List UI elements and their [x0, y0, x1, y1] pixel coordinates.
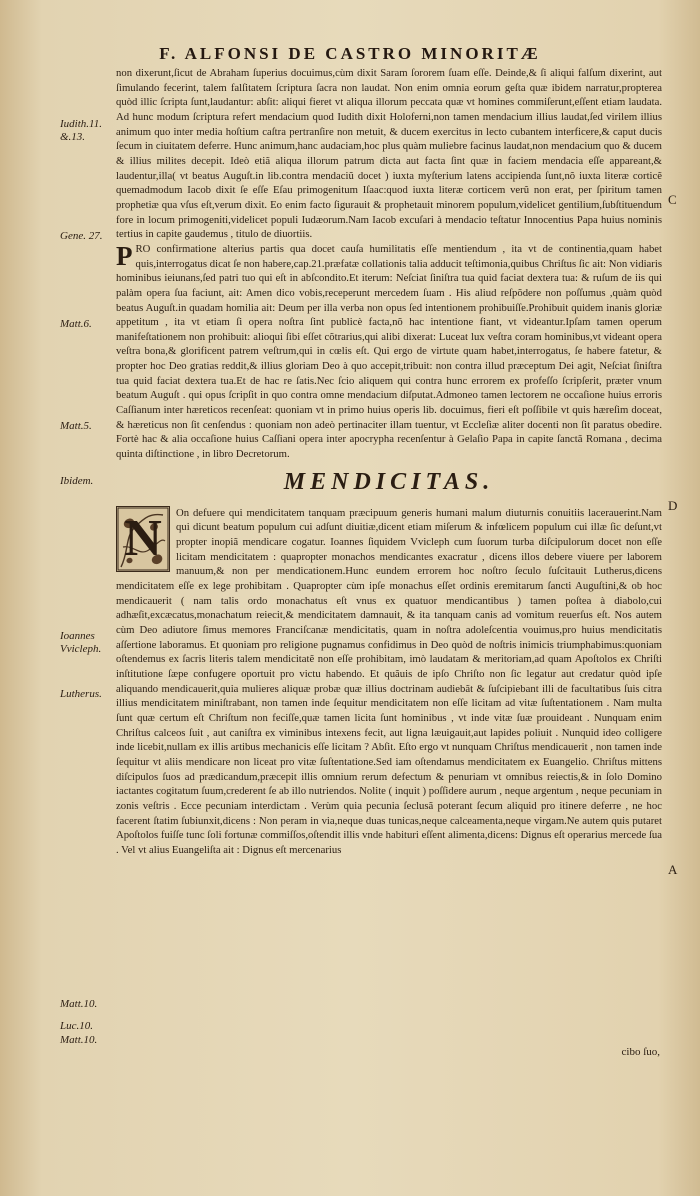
- margin-note-ibidem: Ibidem.: [60, 475, 94, 487]
- margin-note-vvicleph: Ioannes Vvicleph.: [60, 630, 102, 655]
- side-letter-a: A: [668, 862, 678, 877]
- margin-note-lutherus: Lutherus.: [60, 688, 102, 700]
- side-letter-c: C: [668, 192, 677, 207]
- paragraph-mendicitas-text: On defuere qui mendicitatem tanquam præcipuum generis humani malum diuturnis conuitiis lacerauerint.Nam qui dicunt beatum populum cui adſunt diuitiæ,dicent etiam miſerum & infœlicem populum cui illæ ſic deſunt,vt propter inopiã mendicare cogatur. Ioannes ſiquidem Vvicleph cum ſuorum turba diſcipulorum docet non eſſe licitam mendicitatem : quapropter monachos mendicantes exacratur , dicens illos debere viuere per laborem manuum,& non per mendicationem.Hunc eundem errorem hoc noſtro ſeculo ſuſcitauit Lutherus,dicens mendicitatem eſſe ex lege prohibitam . Quapropter cùm ipſe monachus eſſet ordinis eremitarum ſancti Auguſtini,& ob hoc mendicauerit ( nam talis ordo monachatus eſt vnus ex quatuor mendicantibus ) tamen poſtea à diabolo,cui adhæſit,excæcatus,monachatum reiecit,& mendicitatem damnauit, & ita tanquam canis ad vomitum reuerſus eſt. Nos autem cùm Deo adiutore ſimus memores Franciſcanæ mendicitatis, quam in noſtra adoleſcentia vouimus,pro huius mendicitatis aſſertione laboramus. Et quoniam pro religione pugnamus confidimus in Deo quòd de noſtris inimicis triumphabimus:quoniam oſtendemus ex ſacris literis talem mendicitatẽ non eſſe prohibitam, imò laudatam & meritoriam,ad quam Apoſtolos ex Chriſti inſtitutione ſæpe confugere oportuit pro victu habendo. Et quãuis de ipſo Chriſto non ſic legatur aut credatur quòd ipſe aliquando mendicauerit,quia mulieres aliquæ probæ quæ illius doctrinam audiebãt & ſuſcipiebant illi de facultatibus ſuis citra illius mendicitatem miniſtrabant, non tamen inde ſequitur mendicitatem non eſſe licitam ad vitæ ſuſtentationem . Nam multa ſunt quæ certum eſt Chriſtum non feciſſe,quæ tamen licita ſunt hominibus , vt inde vitæ ſuæ prouideant . Nunquam enim Chriſtus calceos ſuit , aut caniſtra ex viminibus intexens fecit, aut ligna læuigauit,aut lapides poliuit . Nunquid ideo colligere inde licebit,nullam ex illis artibus mechanicis eſſe licitam ? Abſit. Eſto ergo vt nunquam Chriſtus mendicauerit , non tamen inde ſequitur vt aliis mendicare non liceat pro vitæ ſuſtentatione.Sed iam oſtendamus mendicitatem ex Euangelio. Chriſtus mittens diſcipulos ſuos ad prædicandum,præcepit illis omnium rerum defectum & penuriam vt omnibus reiectis,& in ſolo Domino iactantes cogitatum ſuum,crederent ſe ab illo nutriendos. Nolite ( inquit ) poſſidere aurum , neque argentum , neque pecuniam in zonis veſtris . Ecce pecuniam interdictam . Verùm quia pecunia ſeclusã poterant ſecum aliquid pro itinere deferre , ne hoc facerent ſtatim ſubiunxit,dicens : Non peram in via,neque duas tunicas,neque calceamenta,neque virgam.Ne autem quis putaret Apoſtolos fuiſſe tunc ſoli fortunæ commiſſos,oſtendit illis vnde habituri eſſent alimenta,dicens: Dignus eſt operarius mercede ſua . Vel vt alius Euangeliſta ait : Dignus eſt mercenarius: [116, 506, 662, 856]
- side-letter-d: D: [668, 498, 678, 513]
- paragraph-iudith: non dixerunt,ſicut de Abraham ſuperius docuimus,cùm dixit Saram ſororem ſuam eſſe. Deinde,& ſi aliqui falſum dixerint, aut ſimulando fecerint, talem falſitatem ſcriptura ſacra non laudat. Non enim omnia eorum geſta quæ ibidem narratur,propterea quòd illic ſcripta ſunt,laudantur: abſit: aliqui fieret vt aliqua illorum peccata quæ vt homines commiſerunt,eſſent etiam laudata. Ad hunc modum ſcriptura refert mendacium quod Iudith dixit Holoferni,non tamen mendacium illius laudat,ſed virilem illius animum quo inter media hoſtium caſtra pertranſire non metuit, & ducem exercitus in lecto cubantem interficere,& caput ducis ſecum in ciuitatem deferre. Hunc animum,hanc audaciam,hoc plus quàm muliebre facinus laudat,non mendacium quo & ducem & illius milites decepit. Ideò etiã aliqua illorum patrum dicta aut facta ſint quæ in faciem mendacia eſſe appareant,& laudentur,illa( vt beatus Auguſt.in lib.contra mendaciũ docet ) iuxta myſterium latens accipienda ſunt,nõ iuxta literæ corticẽ quemadmodum Iacob dixit ſe eſſe Eſau primogenitum Iſaac:quod iuxta literæ corticem verũ non erat, per ſpiritum tamen prophetiæ qua vſus eſt,verum dixit. Eo enim facto ſigurauit & prophetauit minorem populum,videlicet gentilium,ſubſtituendum fore in locum primogeniti,videlicet populi Iudæorum.Nam Iacob excuſari à mendacio teſtatur Innocentius Papa huius nominis tertius in capite gaudemus , titulo de diuortiis.: [116, 67, 662, 241]
- running-header: F. ALFONSI DE CASTRO MINORITÆ: [159, 44, 541, 63]
- margin-note-iudith: Iudith.11. &.13.: [60, 118, 102, 143]
- ornamental-initial-n: [116, 506, 170, 572]
- small-initial-p: P: [116, 240, 133, 271]
- margin-note-matt5: Matt.5.: [60, 420, 92, 432]
- margin-note-matt10b: Matt.10.: [60, 1034, 98, 1046]
- initial-letter: N: [124, 509, 162, 567]
- margin-note-genesis: Gene. 27.: [60, 230, 103, 242]
- section-title: MENDICITAS.: [283, 468, 495, 495]
- paragraph-confirmatione: [116, 242, 662, 462]
- catchword: cibo ſuo,: [621, 1046, 660, 1058]
- margin-note-luc10: Luc.10.: [60, 1020, 93, 1032]
- paragraph-confirmatione-text: RO confirmatione alterius partis qua docet cauſa humilitatis eſſe mentiendum , ita vt de continentia,quam habet quis,interrogatus dicat ſe non habere,cap.21.præfatæ collationis talia adducit teſtimonia,quibus Chriſtus ſic ait: Non vidiaris hominibus ieiunans,ſed patri tuo qui eſt in abſcondito.Et iterum: Neſciat ſiniſtra tua quid faciat dextera tua: & ruſum de iis qui palàm opera ſua faciunt, ait: Amen dico vobis,receperunt mercedem ſuam . His aliud reſpõdere non poſſumus ,quàm quòd beatus Auguſt.in quadam homilia ait: Deum per illa verba non opus ſed intentionem prohibuiſſe.Prohibuit quidem inanis gloriæ appetitum , ita vt etiam ſi opera noſtra ſint publicè facta,nõ hac intentione fiant, vt videantur.Ipſam tamen operum manifeſtationem non prohibuit: alioqui ſibi eſſet cõtrarius,qui alibi dixerat: Luceat lux veſtra coram hominibus,vt videant opera veſtra bona,& glorificent patrem veſtrum,qui in cœlis eſt. Qui ergo de virtute quam habet,interrogatus, ſe habere fatetur, & propter hoc Deo gratias reddit,& illius gloriam Deo à quo accepit,tribuit: non contra illud præceptum Dei agit, Neſciat ſiniſtra tua quid faciat dextera tua.Et de hac re ſatis.Nec ſcio aliquem qui contra hunc errorem ex profeſſo ſcripſerit, præter vnum beatum Auguſt . qui opus ſcripſit in quo contra omne mendacium diſputat.Admoneo tamen lectorem ne occaſione huius erroris Caſſianum inter hæreticos recenſeat: quoniam vt in primo huius operis lib. docuimus, fieri eſt poſſibile vt quis hæreſim doceat, & hæreticus non ſit cenſendus : quoniam non adeò pertinaciter illam tuentur, vt Eccleſiæ aliter docenti non ſit paratus obedire. Fortè hac & alia occaſione huius Caſſiani opera inter apocrypha recenſentur à Gelaſio Papa in capite ſanctã Romana , decima quinta diſtinctione , in libro Decretorum.: [116, 242, 662, 461]
- paragraph-mendicitas: [116, 506, 662, 858]
- main-text: [116, 66, 662, 857]
- margin-note-matt6: Matt.6.: [60, 318, 92, 330]
- margin-note-matt10a: Matt.10.: [60, 998, 98, 1010]
